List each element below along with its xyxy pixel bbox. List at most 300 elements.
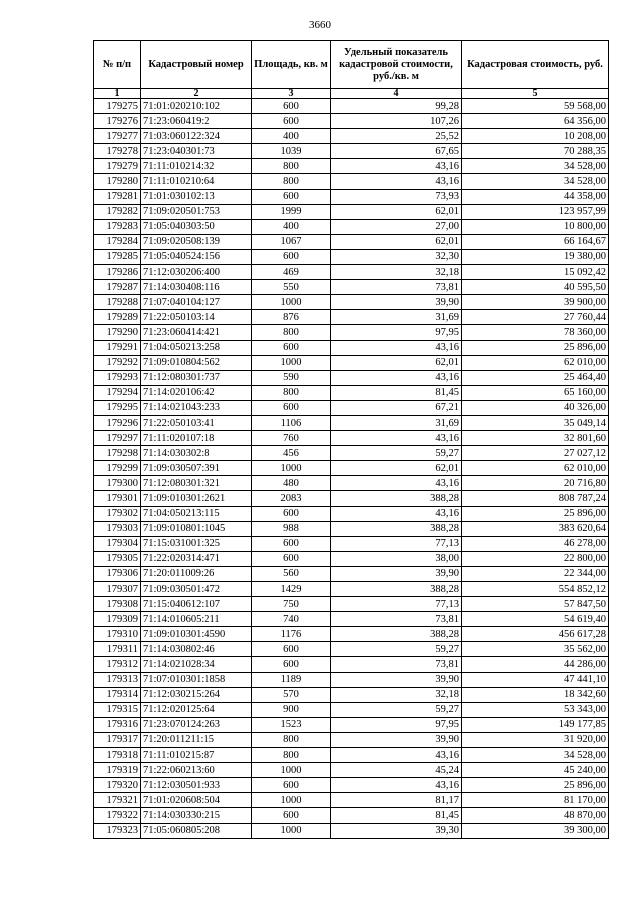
- row-number-cell: 179306: [94, 566, 141, 581]
- cadastral-cost-cell: 19 380,00: [462, 249, 609, 264]
- cadastral-number-cell: 71:22:060213:60: [141, 763, 252, 778]
- specific-rate-cell: 43,16: [331, 748, 462, 763]
- header-row: [94, 41, 609, 89]
- specific-rate-cell: 43,16: [331, 506, 462, 521]
- cadastral-number-cell: 71:01:020608:504: [141, 793, 252, 808]
- cadastral-cost-cell: 59 568,00: [462, 99, 609, 114]
- cadastral-number-cell: 71:14:021028:34: [141, 657, 252, 672]
- cadastral-cost-cell: 27 760,44: [462, 310, 609, 325]
- row-number-cell: 179295: [94, 400, 141, 415]
- area-cell: 800: [252, 325, 331, 340]
- specific-rate-cell: 38,00: [331, 551, 462, 566]
- row-number-cell: 179311: [94, 642, 141, 657]
- area-cell: 740: [252, 612, 331, 627]
- row-number-cell: 179319: [94, 763, 141, 778]
- cadastral-number-cell: 71:11:010214:32: [141, 159, 252, 174]
- cadastral-cost-cell: 10 208,00: [462, 129, 609, 144]
- row-number-cell: 179286: [94, 265, 141, 280]
- specific-rate-cell: 25,52: [331, 129, 462, 144]
- cadastral-cost-cell: 18 342,60: [462, 687, 609, 702]
- cadastral-cost-cell: 34 528,00: [462, 159, 609, 174]
- specific-rate-cell: 73,93: [331, 189, 462, 204]
- cadastral-cost-cell: 65 160,00: [462, 385, 609, 400]
- row-number-cell: 179276: [94, 114, 141, 129]
- table-row: [94, 506, 609, 521]
- column-number-row: [94, 89, 609, 99]
- specific-rate-cell: 59,27: [331, 702, 462, 717]
- row-number-cell: 179317: [94, 732, 141, 747]
- area-cell: 900: [252, 702, 331, 717]
- cadastral-number-cell: 71:11:020107:18: [141, 431, 252, 446]
- page-number: 3660: [309, 19, 331, 31]
- area-cell: 800: [252, 748, 331, 763]
- row-number-cell: 179307: [94, 582, 141, 597]
- cadastral-number-cell: 71:11:010215:87: [141, 748, 252, 763]
- table-row: [94, 144, 609, 159]
- cadastral-number-cell: 71:12:080301:321: [141, 476, 252, 491]
- column-number: 1: [94, 89, 141, 99]
- row-number-cell: 179298: [94, 446, 141, 461]
- cadastral-cost-cell: 40 595,50: [462, 280, 609, 295]
- area-cell: 750: [252, 597, 331, 612]
- table-row: [94, 159, 609, 174]
- specific-rate-cell: 77,13: [331, 597, 462, 612]
- table-row: [94, 778, 609, 793]
- cadastral-cost-cell: 22 800,00: [462, 551, 609, 566]
- specific-rate-cell: 43,16: [331, 431, 462, 446]
- row-number-cell: 179280: [94, 174, 141, 189]
- table-row: [94, 295, 609, 310]
- row-number-cell: 179294: [94, 385, 141, 400]
- row-number-cell: 179284: [94, 234, 141, 249]
- cadastral-cost-cell: 46 278,00: [462, 536, 609, 551]
- row-number-cell: 179315: [94, 702, 141, 717]
- table-row: [94, 566, 609, 581]
- column-number: 2: [141, 89, 252, 99]
- table-row: [94, 657, 609, 672]
- area-cell: 1523: [252, 717, 331, 732]
- cadastral-cost-cell: 57 847,50: [462, 597, 609, 612]
- cadastral-cost-cell: 123 957,99: [462, 204, 609, 219]
- area-cell: 550: [252, 280, 331, 295]
- cadastral-number-cell: 71:05:040524:156: [141, 249, 252, 264]
- table-body: [94, 99, 609, 839]
- area-cell: 800: [252, 174, 331, 189]
- cadastral-cost-cell: 27 027,12: [462, 446, 609, 461]
- cadastral-number-cell: 71:09:030507:391: [141, 461, 252, 476]
- table-row: [94, 446, 609, 461]
- area-cell: 469: [252, 265, 331, 280]
- table-row: [94, 189, 609, 204]
- cadastral-number-cell: 71:14:030302:8: [141, 446, 252, 461]
- row-number-cell: 179297: [94, 431, 141, 446]
- table-row: [94, 521, 609, 536]
- table-row: [94, 204, 609, 219]
- cadastral-cost-cell: 39 300,00: [462, 823, 609, 838]
- specific-rate-cell: 32,30: [331, 249, 462, 264]
- row-number-cell: 179309: [94, 612, 141, 627]
- cadastral-number-cell: 71:20:011211:15: [141, 732, 252, 747]
- table-row: [94, 491, 609, 506]
- cadastral-number-cell: 71:09:020501:753: [141, 204, 252, 219]
- table-row: [94, 325, 609, 340]
- table-row: [94, 808, 609, 823]
- cadastral-cost-cell: 53 343,00: [462, 702, 609, 717]
- row-number-cell: 179281: [94, 189, 141, 204]
- area-cell: 600: [252, 340, 331, 355]
- row-number-cell: 179320: [94, 778, 141, 793]
- header-number: № п/п: [94, 41, 141, 89]
- specific-rate-cell: 388,28: [331, 582, 462, 597]
- cadastral-number-cell: 71:04:050213:258: [141, 340, 252, 355]
- specific-rate-cell: 39,90: [331, 566, 462, 581]
- specific-rate-cell: 43,16: [331, 340, 462, 355]
- table-row: [94, 370, 609, 385]
- table-row: [94, 415, 609, 430]
- row-number-cell: 179278: [94, 144, 141, 159]
- cadastral-cost-cell: 45 240,00: [462, 763, 609, 778]
- specific-rate-cell: 62,01: [331, 461, 462, 476]
- cadastral-cost-cell: 40 326,00: [462, 400, 609, 415]
- table-row: [94, 431, 609, 446]
- specific-rate-cell: 81,17: [331, 793, 462, 808]
- table-row: [94, 476, 609, 491]
- header-specific-rate: Удельный показатель кадастровой стоимости, руб./кв. м: [331, 41, 462, 89]
- cadastral-number-cell: 71:15:031001:325: [141, 536, 252, 551]
- cadastral-number-cell: 71:15:040612:107: [141, 597, 252, 612]
- table-row: [94, 385, 609, 400]
- table-row: [94, 99, 609, 114]
- row-number-cell: 179310: [94, 627, 141, 642]
- area-cell: 600: [252, 506, 331, 521]
- row-number-cell: 179304: [94, 536, 141, 551]
- table-row: [94, 582, 609, 597]
- area-cell: 600: [252, 249, 331, 264]
- specific-rate-cell: 39,30: [331, 823, 462, 838]
- table-row: [94, 129, 609, 144]
- row-number-cell: 179282: [94, 204, 141, 219]
- table-row: [94, 249, 609, 264]
- cadastral-number-cell: 71:07:010301:1858: [141, 672, 252, 687]
- cadastral-number-cell: 71:09:010801:1045: [141, 521, 252, 536]
- row-number-cell: 179322: [94, 808, 141, 823]
- area-cell: 480: [252, 476, 331, 491]
- cadastral-number-cell: 71:04:050213:115: [141, 506, 252, 521]
- cadastral-number-cell: 71:09:010301:4590: [141, 627, 252, 642]
- cadastral-number-cell: 71:14:030802:46: [141, 642, 252, 657]
- table-row: [94, 114, 609, 129]
- table-row: [94, 234, 609, 249]
- cadastral-cost-cell: 78 360,00: [462, 325, 609, 340]
- area-cell: 600: [252, 778, 331, 793]
- row-number-cell: 179313: [94, 672, 141, 687]
- area-cell: 988: [252, 521, 331, 536]
- specific-rate-cell: 62,01: [331, 355, 462, 370]
- row-number-cell: 179283: [94, 219, 141, 234]
- row-number-cell: 179312: [94, 657, 141, 672]
- specific-rate-cell: 39,90: [331, 672, 462, 687]
- specific-rate-cell: 43,16: [331, 159, 462, 174]
- cadastral-number-cell: 71:14:021043:233: [141, 400, 252, 415]
- cadastral-number-cell: 71:23:060414:421: [141, 325, 252, 340]
- area-cell: 760: [252, 431, 331, 446]
- cadastral-cost-cell: 48 870,00: [462, 808, 609, 823]
- cadastral-number-cell: 71:23:040301:73: [141, 144, 252, 159]
- cadastral-cost-cell: 54 619,40: [462, 612, 609, 627]
- area-cell: 1000: [252, 295, 331, 310]
- specific-rate-cell: 62,01: [331, 204, 462, 219]
- row-number-cell: 179323: [94, 823, 141, 838]
- cadastral-number-cell: 71:05:060805:208: [141, 823, 252, 838]
- header-cadastral-number: Кадастровый номер: [141, 41, 252, 89]
- row-number-cell: 179285: [94, 249, 141, 264]
- specific-rate-cell: 39,90: [331, 732, 462, 747]
- table-row: [94, 265, 609, 280]
- area-cell: 1000: [252, 793, 331, 808]
- area-cell: 560: [252, 566, 331, 581]
- cadastral-cost-cell: 35 562,00: [462, 642, 609, 657]
- cadastral-cost-cell: 44 286,00: [462, 657, 609, 672]
- area-cell: 800: [252, 732, 331, 747]
- area-cell: 1106: [252, 415, 331, 430]
- row-number-cell: 179300: [94, 476, 141, 491]
- cadastral-cost-cell: 383 620,64: [462, 521, 609, 536]
- table-row: [94, 355, 609, 370]
- table-row: [94, 672, 609, 687]
- table-row: [94, 597, 609, 612]
- area-cell: 456: [252, 446, 331, 461]
- specific-rate-cell: 73,81: [331, 612, 462, 627]
- row-number-cell: 179275: [94, 99, 141, 114]
- cadastral-cost-cell: 25 896,00: [462, 340, 609, 355]
- specific-rate-cell: 77,13: [331, 536, 462, 551]
- table-row: [94, 642, 609, 657]
- table-row: [94, 551, 609, 566]
- cadastral-table: [93, 40, 609, 839]
- specific-rate-cell: 107,26: [331, 114, 462, 129]
- area-cell: 570: [252, 687, 331, 702]
- row-number-cell: 179308: [94, 597, 141, 612]
- cadastral-cost-cell: 39 900,00: [462, 295, 609, 310]
- cadastral-number-cell: 71:14:030408:116: [141, 280, 252, 295]
- cadastral-cost-cell: 44 358,00: [462, 189, 609, 204]
- row-number-cell: 179303: [94, 521, 141, 536]
- area-cell: 1000: [252, 461, 331, 476]
- cadastral-number-cell: 71:12:030215:264: [141, 687, 252, 702]
- column-number: 3: [252, 89, 331, 99]
- area-cell: 1067: [252, 234, 331, 249]
- table-row: [94, 340, 609, 355]
- cadastral-cost-cell: 66 164,67: [462, 234, 609, 249]
- specific-rate-cell: 31,69: [331, 415, 462, 430]
- area-cell: 600: [252, 400, 331, 415]
- cadastral-number-cell: 71:12:020125:64: [141, 702, 252, 717]
- area-cell: 400: [252, 219, 331, 234]
- area-cell: 400: [252, 129, 331, 144]
- cadastral-number-cell: 71:23:070124:263: [141, 717, 252, 732]
- row-number-cell: 179292: [94, 355, 141, 370]
- area-cell: 600: [252, 536, 331, 551]
- table-row: [94, 732, 609, 747]
- column-number: 5: [462, 89, 609, 99]
- area-cell: 1000: [252, 823, 331, 838]
- specific-rate-cell: 73,81: [331, 657, 462, 672]
- cadastral-number-cell: 71:22:050103:41: [141, 415, 252, 430]
- area-cell: 2083: [252, 491, 331, 506]
- specific-rate-cell: 32,18: [331, 687, 462, 702]
- row-number-cell: 179287: [94, 280, 141, 295]
- specific-rate-cell: 97,95: [331, 717, 462, 732]
- row-number-cell: 179302: [94, 506, 141, 521]
- cadastral-number-cell: 71:09:030501:472: [141, 582, 252, 597]
- specific-rate-cell: 67,65: [331, 144, 462, 159]
- area-cell: 800: [252, 159, 331, 174]
- cadastral-cost-cell: 808 787,24: [462, 491, 609, 506]
- cadastral-cost-cell: 32 801,60: [462, 431, 609, 446]
- cadastral-number-cell: 71:09:010804:562: [141, 355, 252, 370]
- table-row: [94, 687, 609, 702]
- row-number-cell: 179296: [94, 415, 141, 430]
- area-cell: 800: [252, 385, 331, 400]
- specific-rate-cell: 27,00: [331, 219, 462, 234]
- table-row: [94, 717, 609, 732]
- specific-rate-cell: 43,16: [331, 174, 462, 189]
- cadastral-cost-cell: 81 170,00: [462, 793, 609, 808]
- area-cell: 600: [252, 114, 331, 129]
- area-cell: 1429: [252, 582, 331, 597]
- area-cell: 600: [252, 642, 331, 657]
- cadastral-number-cell: 71:22:050103:14: [141, 310, 252, 325]
- table-row: [94, 174, 609, 189]
- specific-rate-cell: 73,81: [331, 280, 462, 295]
- row-number-cell: 179318: [94, 748, 141, 763]
- area-cell: 1000: [252, 763, 331, 778]
- area-cell: 600: [252, 551, 331, 566]
- cadastral-cost-cell: 25 464,40: [462, 370, 609, 385]
- specific-rate-cell: 388,28: [331, 627, 462, 642]
- specific-rate-cell: 59,27: [331, 642, 462, 657]
- area-cell: 600: [252, 99, 331, 114]
- table-row: [94, 627, 609, 642]
- cadastral-number-cell: 71:14:020106:42: [141, 385, 252, 400]
- cadastral-number-cell: 71:12:030206:400: [141, 265, 252, 280]
- cadastral-number-cell: 71:14:030330:215: [141, 808, 252, 823]
- row-number-cell: 179299: [94, 461, 141, 476]
- area-cell: 600: [252, 808, 331, 823]
- header-area: Площадь, кв. м: [252, 41, 331, 89]
- cadastral-cost-cell: 10 800,00: [462, 219, 609, 234]
- cadastral-cost-cell: 62 010,00: [462, 461, 609, 476]
- cadastral-number-cell: 71:12:030501:933: [141, 778, 252, 793]
- row-number-cell: 179316: [94, 717, 141, 732]
- row-number-cell: 179305: [94, 551, 141, 566]
- area-cell: 1176: [252, 627, 331, 642]
- specific-rate-cell: 67,21: [331, 400, 462, 415]
- area-cell: 876: [252, 310, 331, 325]
- header-cadastral-cost: Кадастровая стоимость, руб.: [462, 41, 609, 89]
- row-number-cell: 179293: [94, 370, 141, 385]
- row-number-cell: 179277: [94, 129, 141, 144]
- table-row: [94, 748, 609, 763]
- cadastral-number-cell: 71:03:060122:324: [141, 129, 252, 144]
- specific-rate-cell: 59,27: [331, 446, 462, 461]
- cadastral-cost-cell: 62 010,00: [462, 355, 609, 370]
- specific-rate-cell: 62,01: [331, 234, 462, 249]
- specific-rate-cell: 31,69: [331, 310, 462, 325]
- cadastral-cost-cell: 554 852,12: [462, 582, 609, 597]
- cadastral-cost-cell: 25 896,00: [462, 778, 609, 793]
- cadastral-number-cell: 71:12:080301:737: [141, 370, 252, 385]
- cadastral-number-cell: 71:07:040104:127: [141, 295, 252, 310]
- cadastral-number-cell: 71:01:020210:102: [141, 99, 252, 114]
- row-number-cell: 179279: [94, 159, 141, 174]
- cadastral-cost-cell: 149 177,85: [462, 717, 609, 732]
- area-cell: 1000: [252, 355, 331, 370]
- cadastral-cost-cell: 64 356,00: [462, 114, 609, 129]
- area-cell: 1999: [252, 204, 331, 219]
- cadastral-number-cell: 71:11:010210:64: [141, 174, 252, 189]
- cadastral-cost-cell: 31 920,00: [462, 732, 609, 747]
- table-row: [94, 793, 609, 808]
- specific-rate-cell: 388,28: [331, 491, 462, 506]
- specific-rate-cell: 43,16: [331, 476, 462, 491]
- table-row: [94, 219, 609, 234]
- cadastral-cost-cell: 70 288,35: [462, 144, 609, 159]
- table-row: [94, 823, 609, 838]
- specific-rate-cell: 388,28: [331, 521, 462, 536]
- table-row: [94, 702, 609, 717]
- cadastral-cost-cell: 35 049,14: [462, 415, 609, 430]
- row-number-cell: 179289: [94, 310, 141, 325]
- area-cell: 1039: [252, 144, 331, 159]
- column-number: 4: [331, 89, 462, 99]
- area-cell: 1189: [252, 672, 331, 687]
- cadastral-number-cell: 71:01:030102:13: [141, 189, 252, 204]
- cadastral-number-cell: 71:09:020508:139: [141, 234, 252, 249]
- specific-rate-cell: 43,16: [331, 370, 462, 385]
- cadastral-cost-cell: 47 441,10: [462, 672, 609, 687]
- cadastral-number-cell: 71:09:010301:2621: [141, 491, 252, 506]
- cadastral-number-cell: 71:23:060419:2: [141, 114, 252, 129]
- row-number-cell: 179290: [94, 325, 141, 340]
- specific-rate-cell: 39,90: [331, 295, 462, 310]
- row-number-cell: 179301: [94, 491, 141, 506]
- cadastral-cost-cell: 34 528,00: [462, 748, 609, 763]
- table-row: [94, 280, 609, 295]
- cadastral-cost-cell: 15 092,42: [462, 265, 609, 280]
- row-number-cell: 179321: [94, 793, 141, 808]
- table-row: [94, 763, 609, 778]
- cadastral-cost-cell: 34 528,00: [462, 174, 609, 189]
- row-number-cell: 179288: [94, 295, 141, 310]
- specific-rate-cell: 32,18: [331, 265, 462, 280]
- area-cell: 600: [252, 189, 331, 204]
- table-row: [94, 612, 609, 627]
- cadastral-cost-cell: 25 896,00: [462, 506, 609, 521]
- specific-rate-cell: 45,24: [331, 763, 462, 778]
- specific-rate-cell: 99,28: [331, 99, 462, 114]
- area-cell: 600: [252, 657, 331, 672]
- specific-rate-cell: 43,16: [331, 778, 462, 793]
- specific-rate-cell: 97,95: [331, 325, 462, 340]
- table-row: [94, 400, 609, 415]
- specific-rate-cell: 81,45: [331, 385, 462, 400]
- cadastral-number-cell: 71:20:011009:26: [141, 566, 252, 581]
- table-row: [94, 536, 609, 551]
- area-cell: 590: [252, 370, 331, 385]
- table-row: [94, 310, 609, 325]
- specific-rate-cell: 81,45: [331, 808, 462, 823]
